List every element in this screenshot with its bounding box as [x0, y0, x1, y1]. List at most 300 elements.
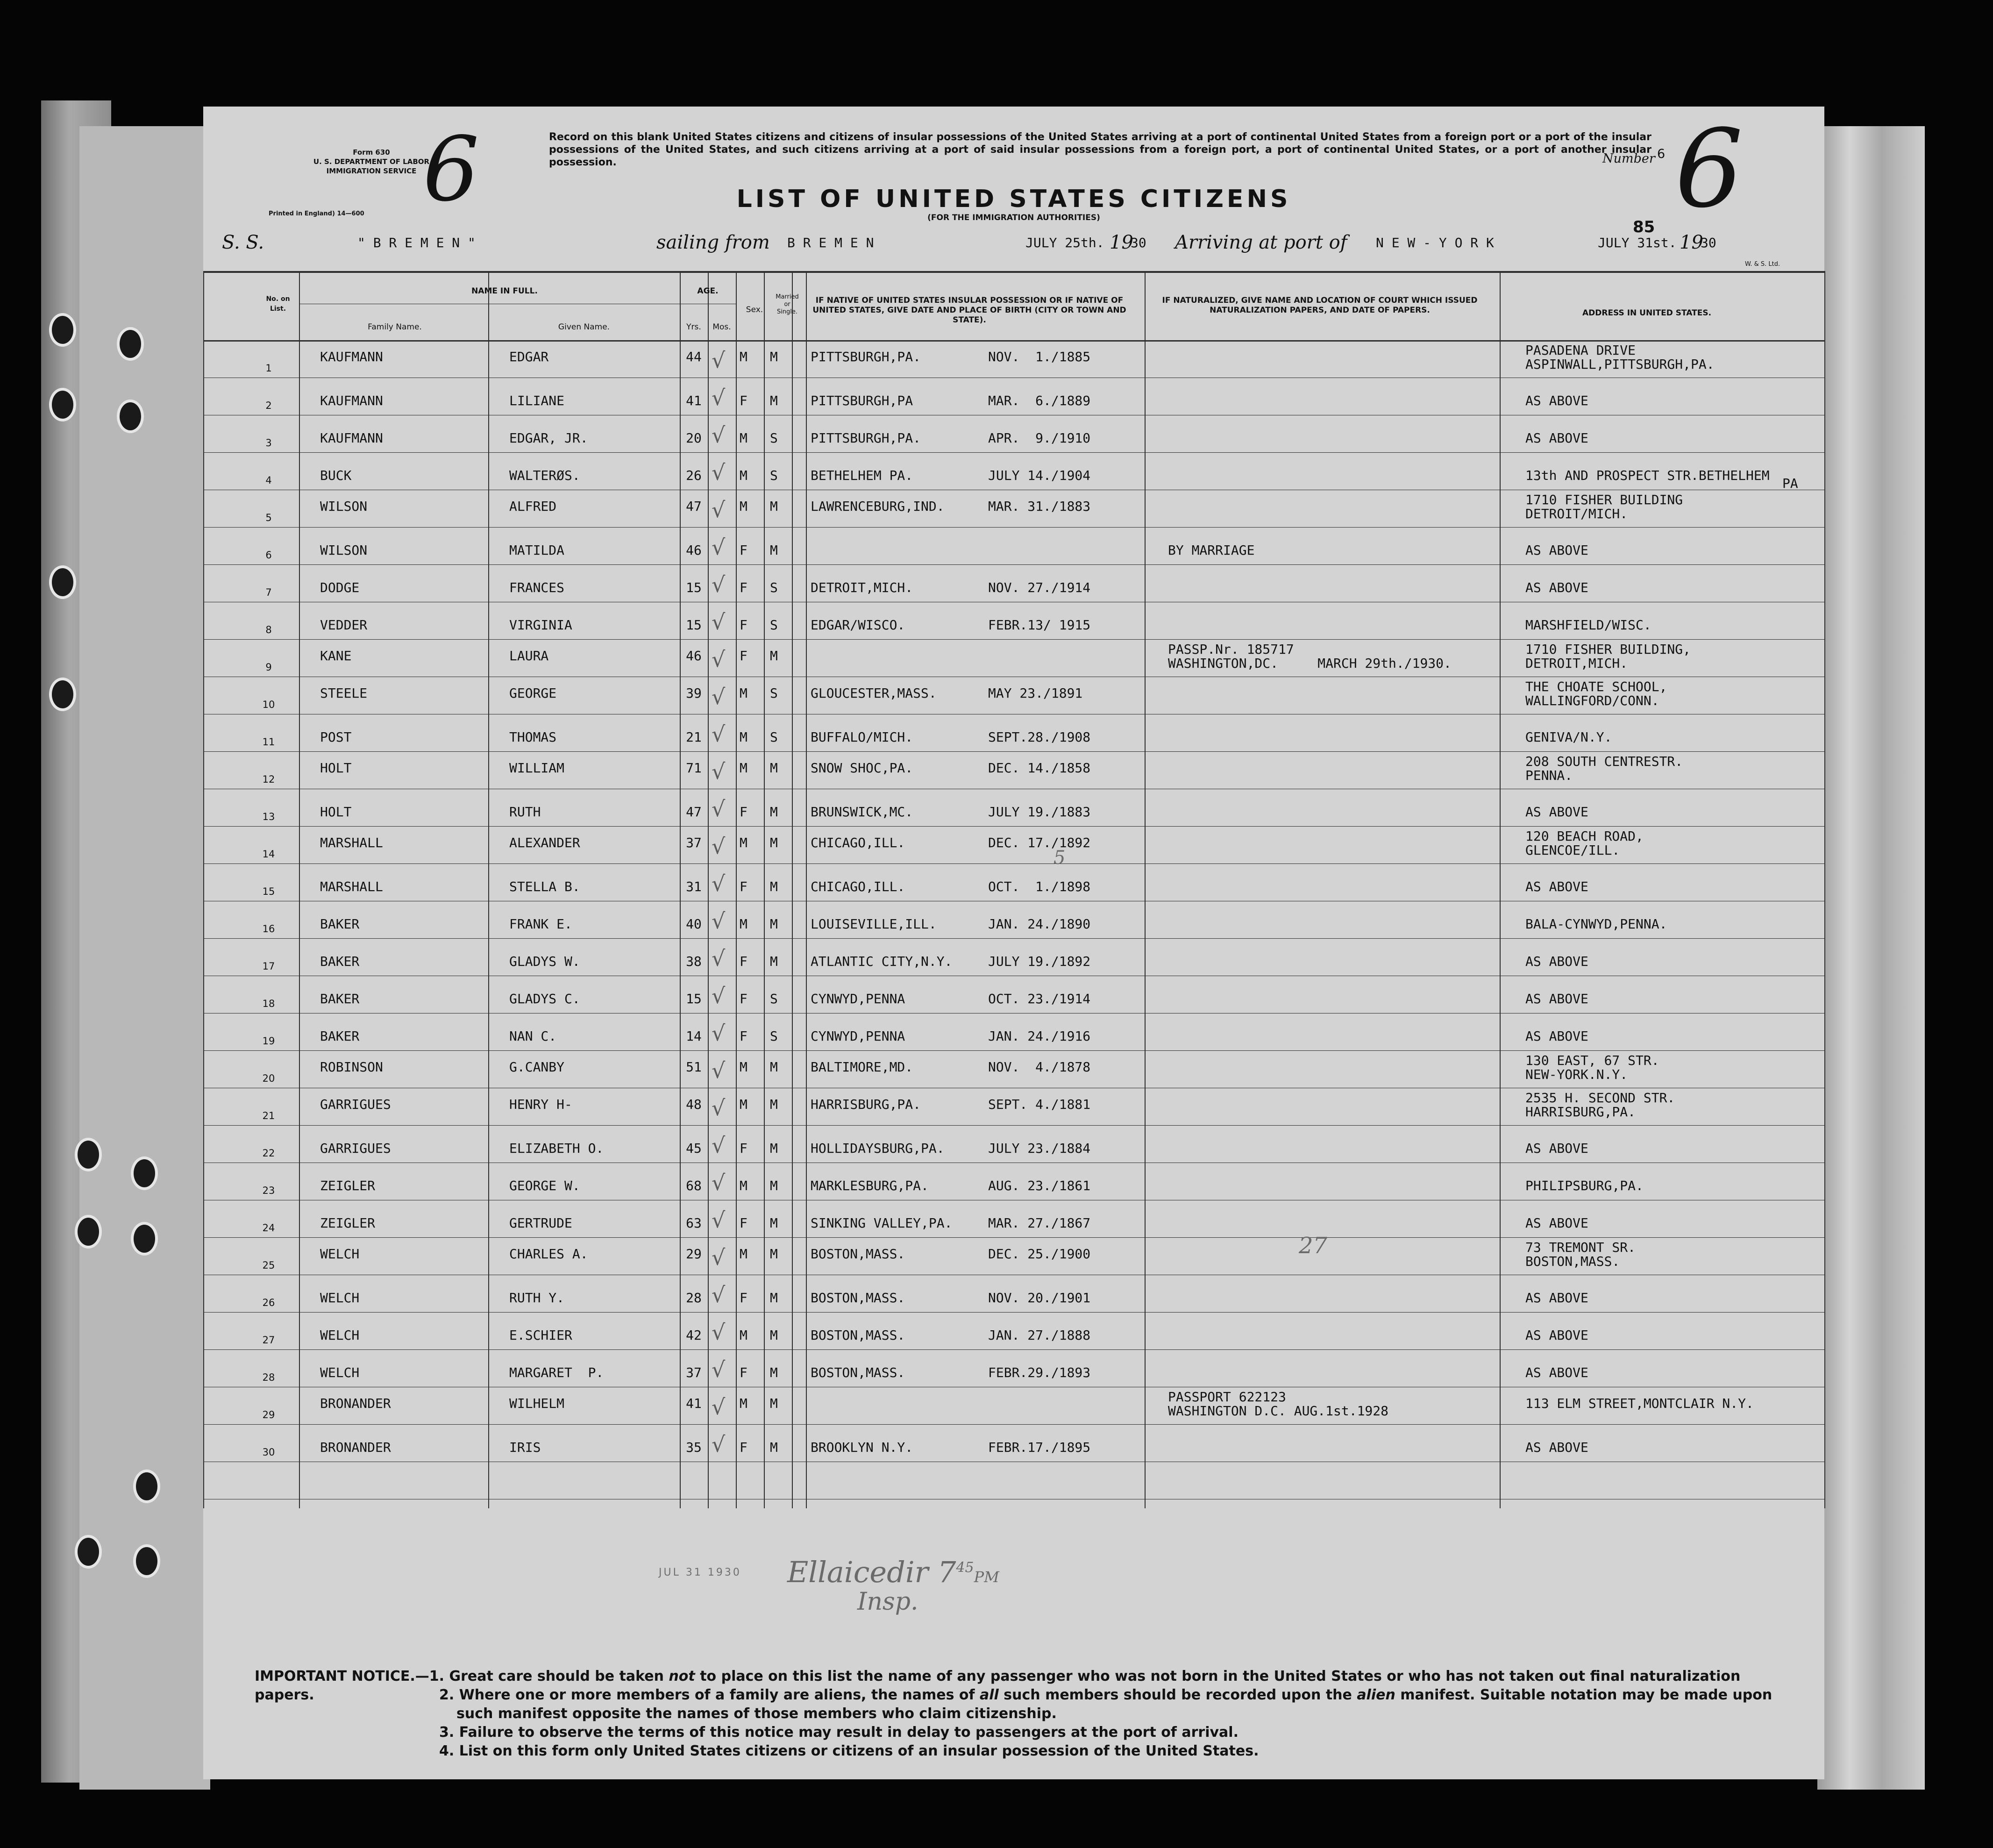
- row-number: 10: [262, 699, 275, 710]
- header-mos: Mos.: [712, 322, 731, 332]
- birth-place: BRUNSWICK,MC.: [811, 804, 913, 820]
- marital-status: M: [770, 542, 778, 558]
- birth-date: NOV. 4./1878: [988, 1059, 1091, 1075]
- family-name: KAUFMANN: [320, 349, 383, 364]
- address-line-1: AS ABOVE: [1525, 1028, 1588, 1044]
- check-mark: √: [712, 1357, 726, 1382]
- row-number: 5: [265, 512, 272, 523]
- address-line-1: AS ABOVE: [1525, 991, 1588, 1006]
- birth-date: NOV. 1./1885: [988, 349, 1091, 364]
- row-number: 23: [262, 1185, 275, 1196]
- address-line-2: NEW-YORK.N.Y.: [1525, 1067, 1628, 1082]
- row-rule: [203, 1424, 1824, 1425]
- signature-time-sup: 45: [956, 1559, 974, 1576]
- family-name: VEDDER: [320, 617, 368, 633]
- sex: F: [740, 879, 747, 894]
- column-rule: [792, 271, 793, 1508]
- naturalization-line-1: BY MARRIAGE: [1168, 542, 1255, 558]
- age-years: 47: [686, 499, 702, 514]
- check-mark: √: [712, 983, 726, 1008]
- age-years: 39: [686, 685, 702, 701]
- sex: M: [740, 1097, 747, 1112]
- sex: M: [740, 468, 747, 483]
- marital-status: M: [770, 1440, 778, 1455]
- birth-date: JAN. 27./1888: [988, 1327, 1091, 1343]
- address-line-1: AS ABOVE: [1525, 1365, 1588, 1380]
- page-number: 85: [1633, 218, 1655, 236]
- binder-hole: [131, 1156, 158, 1190]
- sex: M: [740, 760, 747, 776]
- address-line-1: 1710 FISHER BUILDING,: [1525, 642, 1691, 657]
- marital-status: M: [770, 954, 778, 969]
- marital-status: M: [770, 1059, 778, 1075]
- row-number: 1: [265, 363, 272, 374]
- row-rule: [203, 1312, 1824, 1313]
- family-name: BAKER: [320, 954, 360, 969]
- sailing-year: 30: [1131, 235, 1146, 250]
- birth-place: PITTSBURGH,PA.: [811, 430, 921, 446]
- signature-name: Ellaicedir: [787, 1555, 929, 1589]
- age-years: 63: [686, 1215, 702, 1231]
- notice-item-3: 3. Failure to observe the terms of this notice may result in delay to passengers at the port of arrival.: [439, 1724, 1239, 1741]
- family-name: GARRIGUES: [320, 1097, 391, 1112]
- family-name: STEELE: [320, 685, 368, 701]
- header-yrs: Yrs.: [686, 322, 701, 332]
- header-birth: IF NATIVE OF UNITED STATES INSULAR POSSESSION OR IF NATIVE OF UNITED STATES, GIVE DATE AND PLACE OF BIRTH (CITY OR TOWN AND STATE).: [812, 296, 1126, 325]
- notice-item-2-continued: such manifest opposite the names of those members who claim citizenship.: [456, 1705, 1057, 1722]
- sex: M: [740, 835, 747, 850]
- given-name: FRANCES: [509, 580, 565, 595]
- signature-pm: PM: [974, 1568, 999, 1586]
- sex: F: [740, 393, 747, 408]
- family-name: POST: [320, 729, 352, 745]
- check-mark: √: [712, 460, 726, 485]
- check-mark: √: [712, 348, 726, 373]
- birth-place: CHICAGO,ILL.: [811, 835, 905, 850]
- age-years: 15: [686, 991, 702, 1006]
- row-rule: [203, 938, 1824, 939]
- row-number: 13: [262, 811, 275, 822]
- check-mark: √: [712, 1207, 726, 1233]
- marital-status: S: [770, 1028, 778, 1044]
- given-name: GERTRUDE: [509, 1215, 572, 1231]
- address-line-2: GLENCOE/ILL.: [1525, 842, 1620, 858]
- arrival-year-prefix: 19: [1680, 232, 1703, 253]
- address-line-1: GENIVA/N.Y.: [1525, 729, 1612, 745]
- binder-hole: [131, 1222, 158, 1256]
- column-rule: [708, 271, 709, 1508]
- given-name: GEORGE: [509, 685, 557, 701]
- row-rule: [203, 639, 1824, 640]
- header-naturalization: IF NATURALIZED, GIVE NAME AND LOCATION OF COURT WHICH ISSUED NATURALIZATION PAPERS, AND DATE OF PAPERS.: [1162, 296, 1478, 315]
- sex: F: [740, 580, 747, 595]
- address-line-1: 73 TREMONT SR.: [1525, 1240, 1636, 1255]
- family-name: WELCH: [320, 1365, 360, 1380]
- notice-item-1-pre: 1. Great care should be taken: [429, 1668, 669, 1684]
- age-years: 44: [686, 349, 702, 364]
- address-line-2: BOSTON,MASS.: [1525, 1254, 1620, 1269]
- age-years: 37: [686, 835, 702, 850]
- address-line-1: AS ABOVE: [1525, 1327, 1588, 1343]
- sex: M: [740, 1178, 747, 1193]
- sex: M: [740, 1246, 747, 1262]
- header-family: Family Name.: [368, 322, 422, 332]
- check-mark: √: [712, 834, 726, 859]
- marital-status: M: [770, 499, 778, 514]
- given-name: RUTH Y.: [509, 1290, 565, 1306]
- given-name: EDGAR: [509, 349, 549, 364]
- marital-status: M: [770, 804, 778, 820]
- column-rule: [488, 271, 489, 1508]
- check-mark: √: [712, 908, 726, 934]
- family-name: WELCH: [320, 1246, 360, 1262]
- address-line-1: THE CHOATE SCHOOL,: [1525, 679, 1667, 694]
- age-years: 46: [686, 542, 702, 558]
- sex: F: [740, 1290, 747, 1306]
- header-given: Given Name.: [558, 322, 610, 332]
- given-name: G.CANBY: [509, 1059, 565, 1075]
- birth-place: SINKING VALLEY,PA.: [811, 1215, 953, 1231]
- age-years: 41: [686, 393, 702, 408]
- handwritten-correction: 5: [1053, 847, 1066, 869]
- check-mark: √: [712, 1432, 726, 1457]
- family-name: GARRIGUES: [320, 1141, 391, 1156]
- sex: F: [740, 1028, 747, 1044]
- address-line-1: AS ABOVE: [1525, 1141, 1588, 1156]
- row-rule: [203, 863, 1824, 864]
- check-mark: √: [712, 871, 726, 896]
- header-address: ADDRESS IN UNITED STATES.: [1582, 308, 1712, 318]
- check-mark: √: [712, 796, 726, 821]
- address-line-2: HARRISBURG,PA.: [1525, 1104, 1636, 1120]
- given-name: GEORGE W.: [509, 1178, 580, 1193]
- given-name: MATILDA: [509, 542, 565, 558]
- age-years: 26: [686, 468, 702, 483]
- form-title: LIST OF UNITED STATES CITIZENS: [736, 185, 1291, 213]
- marital-status: M: [770, 916, 778, 932]
- family-name: KAUFMANN: [320, 393, 383, 408]
- sex: F: [740, 804, 747, 820]
- notice-item-2-post: manifest. Suitable notation may be made upon: [1395, 1687, 1772, 1703]
- check-mark: √: [712, 1058, 726, 1083]
- sex: M: [740, 1327, 747, 1343]
- sex: M: [740, 685, 747, 701]
- birth-date: MAR. 31./1883: [988, 499, 1091, 514]
- marital-status: M: [770, 1246, 778, 1262]
- inspector-signature: [787, 1555, 999, 1589]
- given-name: IRIS: [509, 1440, 541, 1455]
- given-name: CHARLES A.: [509, 1246, 588, 1262]
- birth-date: OCT. 23./1914: [988, 991, 1091, 1006]
- sex: F: [740, 1365, 747, 1380]
- age-years: 35: [686, 1440, 702, 1455]
- given-name: ALEXANDER: [509, 835, 580, 850]
- row-rule: [203, 452, 1824, 453]
- inspection-stamp: JUL 31 1930: [659, 1567, 741, 1578]
- family-name: DODGE: [320, 580, 360, 595]
- family-name: BAKER: [320, 991, 360, 1006]
- birth-place: HARRISBURG,PA.: [811, 1097, 921, 1112]
- row-number: 25: [262, 1260, 275, 1271]
- notice-item-1-post: to place on this list the name of any passenger who was not born in the United States or who has not taken out final naturalization papers.: [255, 1668, 1741, 1703]
- binder-hole: [75, 1535, 102, 1569]
- row-rule: [203, 751, 1824, 752]
- given-name: RUTH: [509, 804, 541, 820]
- address-line-1: AS ABOVE: [1525, 879, 1588, 894]
- row-number: 18: [262, 998, 275, 1009]
- check-mark: √: [712, 385, 726, 410]
- address-line-1: AS ABOVE: [1525, 430, 1588, 446]
- binder-hole: [49, 678, 76, 711]
- birth-date: MAY 23./1891: [988, 685, 1083, 701]
- binder-hole: [133, 1544, 160, 1578]
- notice-item-2-em2: alien: [1357, 1687, 1395, 1703]
- sex: M: [740, 729, 747, 745]
- age-years: 15: [686, 617, 702, 633]
- sex: M: [740, 499, 747, 514]
- arrival-date: JULY 31st.: [1598, 235, 1677, 250]
- page-stack-edge: [1817, 126, 1925, 1790]
- birth-place: ATLANTIC CITY,N.Y.: [811, 954, 953, 969]
- birth-place: PITTSBURGH,PA.: [811, 349, 921, 364]
- given-name: STELLA B.: [509, 879, 580, 894]
- marital-status: M: [770, 393, 778, 408]
- age-years: 15: [686, 580, 702, 595]
- check-mark: √: [712, 609, 726, 635]
- sex: F: [740, 1440, 747, 1455]
- check-mark: √: [712, 1020, 726, 1046]
- address-line-2: DETROIT,MICH.: [1525, 656, 1628, 671]
- age-years: 28: [686, 1290, 702, 1306]
- marital-status: M: [770, 835, 778, 850]
- sailing-year-prefix: 19: [1110, 232, 1133, 253]
- column-rule: [1500, 271, 1501, 1508]
- ss-label: S. S.: [222, 232, 264, 253]
- birth-date: AUG. 23./1861: [988, 1178, 1091, 1193]
- birth-place: PITTSBURGH,PA: [811, 393, 913, 408]
- column-rule: [1824, 271, 1825, 1508]
- family-name: ZEIGLER: [320, 1178, 376, 1193]
- given-name: GLADYS C.: [509, 991, 580, 1006]
- family-name: BRONANDER: [320, 1440, 391, 1455]
- row-number: 20: [262, 1073, 275, 1084]
- row-number: 28: [262, 1372, 275, 1383]
- age-years: 20: [686, 430, 702, 446]
- marital-status: M: [770, 349, 778, 364]
- birth-date: FEBR.13/ 1915: [988, 617, 1091, 633]
- age-years: 68: [686, 1178, 702, 1193]
- birth-place: LAWRENCEBURG,IND.: [811, 499, 945, 514]
- family-name: KANE: [320, 648, 352, 664]
- family-name: BRONANDER: [320, 1396, 391, 1411]
- marital-status: M: [770, 1365, 778, 1380]
- birth-date: APR. 9./1910: [988, 430, 1091, 446]
- family-name: ZEIGLER: [320, 1215, 376, 1231]
- age-years: 41: [686, 1396, 702, 1411]
- check-mark: √: [712, 1282, 726, 1307]
- given-name: LAURA: [509, 648, 549, 664]
- birth-place: BOSTON,MASS.: [811, 1246, 905, 1262]
- birth-place: BETHELHEM PA.: [811, 468, 913, 483]
- printed-in: Printed in England) 14—600: [269, 210, 364, 217]
- check-mark: √: [712, 572, 726, 597]
- arrival-port: N E W - Y O R K: [1376, 235, 1494, 250]
- row-rule: [203, 1050, 1824, 1051]
- address-line-1: AS ABOVE: [1525, 393, 1588, 408]
- binder-hole: [117, 400, 144, 433]
- check-mark: √: [712, 721, 726, 747]
- birth-date: JAN. 24./1890: [988, 916, 1091, 932]
- birth-place: BOSTON,MASS.: [811, 1290, 905, 1306]
- row-rule: [203, 826, 1824, 827]
- address-line-1: 208 SOUTH CENTRESTR.: [1525, 754, 1683, 769]
- header-age: AGE.: [697, 286, 719, 296]
- row-number: 15: [262, 886, 275, 897]
- given-name: E.SCHIER: [509, 1327, 572, 1343]
- check-mark: √: [712, 1095, 726, 1120]
- check-mark: √: [712, 647, 726, 672]
- age-years: 48: [686, 1097, 702, 1112]
- row-number: 8: [265, 624, 272, 635]
- birth-date: JULY 14./1904: [988, 468, 1091, 483]
- sailing-from-label: sailing from: [656, 232, 770, 253]
- naturalization-line-2: WASHINGTON D.C. AUG.1st.1928: [1168, 1403, 1389, 1419]
- notice-item-2: [439, 1686, 1772, 1705]
- sex: F: [740, 648, 747, 664]
- address-line-1: BALA-CYNWYD,PENNA.: [1525, 916, 1667, 932]
- arriving-label: Arriving at port of: [1175, 232, 1347, 253]
- marital-status: S: [770, 580, 778, 595]
- address-line-1: AS ABOVE: [1525, 954, 1588, 969]
- form-subtitle: (FOR THE IMMIGRATION AUTHORITIES): [927, 213, 1100, 222]
- column-rule: [1145, 271, 1146, 1508]
- check-mark: √: [712, 759, 726, 784]
- marital-status: M: [770, 1327, 778, 1343]
- birth-place: MARKLESBURG,PA.: [811, 1178, 929, 1193]
- marital-status: M: [770, 1097, 778, 1112]
- row-number: 3: [265, 437, 272, 449]
- binder-hole: [133, 1470, 160, 1503]
- birth-date: FEBR.29./1893: [988, 1365, 1091, 1380]
- age-years: 14: [686, 1028, 702, 1044]
- row-rule: [203, 1349, 1824, 1350]
- family-name: MARSHALL: [320, 879, 383, 894]
- naturalization-line-1: PASSP.Nr. 185717: [1168, 642, 1294, 657]
- birth-date: MAR. 27./1867: [988, 1215, 1091, 1231]
- birth-date: DEC. 17./1892: [988, 835, 1091, 850]
- row-number: 7: [265, 587, 272, 598]
- manifest-sheet: [203, 107, 1824, 1779]
- age-years: 29: [686, 1246, 702, 1262]
- marital-status: S: [770, 468, 778, 483]
- sex: M: [740, 349, 747, 364]
- address-line-2: ASPINWALL,PITTSBURGH,PA.: [1525, 357, 1715, 372]
- row-number: 27: [262, 1334, 275, 1346]
- address-line-1: MARSHFIELD/WISC.: [1525, 617, 1651, 633]
- birth-place: BOSTON,MASS.: [811, 1327, 905, 1343]
- family-name: WILSON: [320, 542, 368, 558]
- birth-date: JULY 19./1892: [988, 954, 1091, 969]
- form-number: Form 630: [353, 148, 390, 157]
- binder-hole: [75, 1138, 102, 1171]
- birth-place: SNOW SHOC,PA.: [811, 760, 913, 776]
- marital-status: S: [770, 430, 778, 446]
- birth-place: BALTIMORE,MD.: [811, 1059, 913, 1075]
- birth-date: DEC. 14./1858: [988, 760, 1091, 776]
- birth-date: SEPT. 4./1881: [988, 1097, 1091, 1112]
- address-line-2: WALLINGFORD/CONN.: [1525, 693, 1659, 708]
- sex: M: [740, 1059, 747, 1075]
- birth-place: CHICAGO,ILL.: [811, 879, 905, 894]
- address-line-1: AS ABOVE: [1525, 1290, 1588, 1306]
- row-number: 14: [262, 849, 275, 860]
- family-name: WELCH: [320, 1327, 360, 1343]
- family-name: WELCH: [320, 1290, 360, 1306]
- address-line-2: DETROIT/MICH.: [1525, 506, 1628, 521]
- marital-status: M: [770, 760, 778, 776]
- check-mark: √: [712, 1394, 726, 1420]
- naturalization-line-2: WASHINGTON,DC. MARCH 29th./1930.: [1168, 656, 1452, 671]
- sex: F: [740, 617, 747, 633]
- address-line-1: AS ABOVE: [1525, 1215, 1588, 1231]
- row-number: 30: [262, 1447, 275, 1458]
- age-years: 42: [686, 1327, 702, 1343]
- age-years: 40: [686, 916, 702, 932]
- birth-place: CYNWYD,PENNA: [811, 991, 905, 1006]
- birth-date: NOV. 20./1901: [988, 1290, 1091, 1306]
- address-line-1: 1710 FISHER BUILDING: [1525, 492, 1683, 507]
- column-rule: [203, 271, 204, 1508]
- given-name: THOMAS: [509, 729, 557, 745]
- birth-place: DETROIT,MICH.: [811, 580, 913, 595]
- age-years: 21: [686, 729, 702, 745]
- birth-date: JAN. 24./1916: [988, 1028, 1091, 1044]
- marital-status: M: [770, 1141, 778, 1156]
- check-mark: √: [712, 1245, 726, 1270]
- birth-date: JULY 19./1883: [988, 804, 1091, 820]
- binder-hole: [49, 313, 76, 347]
- address-line-1: AS ABOVE: [1525, 542, 1588, 558]
- check-mark: √: [712, 1320, 726, 1345]
- notice-item-2-mid: such members should be recorded upon the: [998, 1687, 1357, 1703]
- column-rule: [806, 271, 807, 1508]
- family-name: ROBINSON: [320, 1059, 383, 1075]
- birth-date: FEBR.17./1895: [988, 1440, 1091, 1455]
- binder-hole: [49, 388, 76, 421]
- printer-mark: W. & S. Ltd.: [1745, 261, 1780, 268]
- age-years: 47: [686, 804, 702, 820]
- given-name: GLADYS W.: [509, 954, 580, 969]
- address-line-1: 130 EAST, 67 STR.: [1525, 1053, 1659, 1068]
- sex: F: [740, 542, 747, 558]
- marital-status: S: [770, 685, 778, 701]
- birth-date: SEPT.28./1908: [988, 729, 1091, 745]
- check-mark: √: [712, 1170, 726, 1195]
- birth-date: JULY 23./1884: [988, 1141, 1091, 1156]
- number-value: 6: [1657, 147, 1666, 161]
- birth-place: BUFFALO/MICH.: [811, 729, 913, 745]
- age-years: 45: [686, 1141, 702, 1156]
- notice-item-2-pre: 2. Where one or more members of a family are aliens, the names of: [439, 1687, 980, 1703]
- birth-place: CYNWYD,PENNA: [811, 1028, 905, 1044]
- address-line-1: 113 ELM STREET,MONTCLAIR N.Y.: [1525, 1396, 1754, 1411]
- marital-status: M: [770, 1178, 778, 1193]
- marital-status: M: [770, 1215, 778, 1231]
- marital-status: M: [770, 648, 778, 664]
- header-no: No. on List.: [266, 295, 290, 313]
- table-top-rule: [203, 271, 1824, 273]
- birth-date: MAR. 6./1889: [988, 393, 1091, 408]
